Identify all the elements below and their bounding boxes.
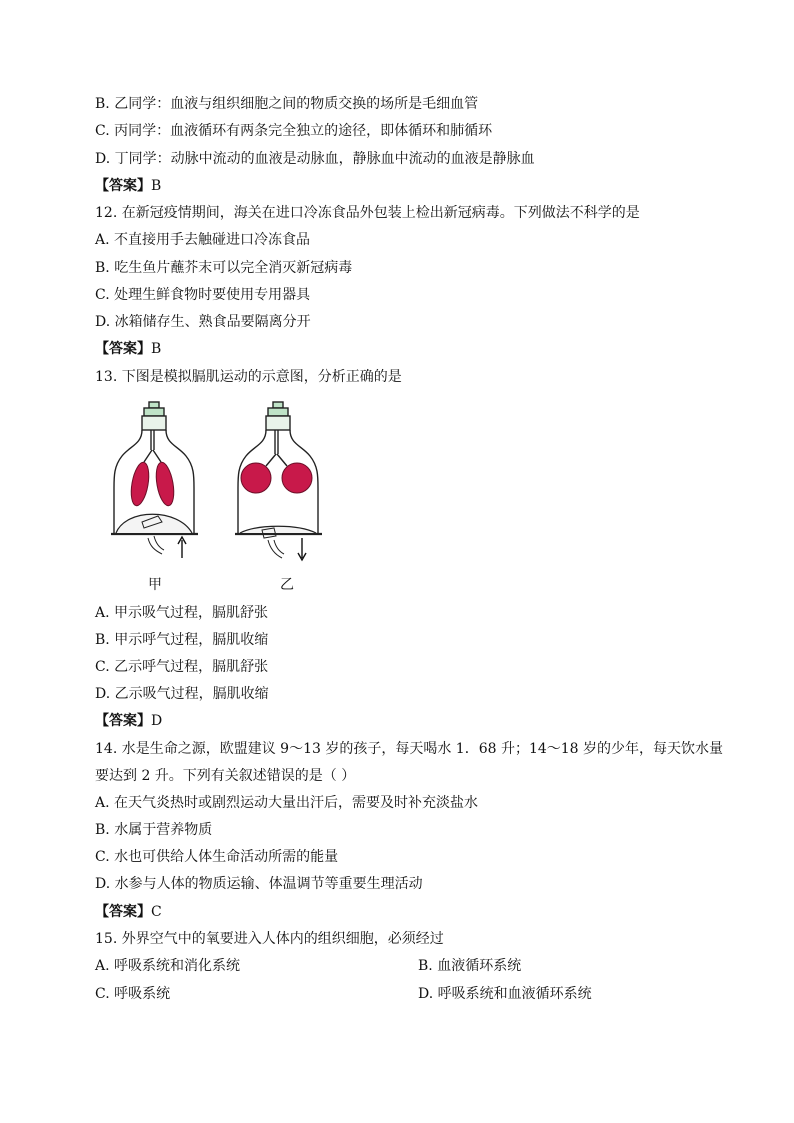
answer-value: B <box>151 341 162 357</box>
q14-option-a: A. 在天气炎热时或剧烈运动大量出汗后，需要及时补充淡盐水 <box>95 795 479 811</box>
diaphragm-model-figure <box>108 398 334 592</box>
answer-tag: 【答案】 <box>95 341 151 357</box>
bronchus-right <box>277 454 287 466</box>
bronchus-left <box>266 454 276 466</box>
q13-stem: 13. 下图是模拟膈肌运动的示意图，分析正确的是 <box>95 369 402 385</box>
q12-option-b: B. 吃生鱼片蘸芥末可以完全消灭新冠病毒 <box>95 260 353 276</box>
q12-option-a: A. 不直接用手去触碰进口冷冻食品 <box>95 232 311 248</box>
answer-value: B <box>151 178 162 194</box>
q15-option-a: A. 呼吸系统和消化系统 <box>95 958 241 974</box>
jar-cap <box>268 408 288 416</box>
answer-tag: 【答案】 <box>95 713 151 729</box>
answer-tag: 【答案】 <box>95 904 151 920</box>
q11-option-d: D. 丁同学：动脉中流动的血液是动脉血，静脉血中流动的血液是静脉血 <box>95 151 535 167</box>
q15-stem: 15. 外界空气中的氧要进入人体内的组织细胞，必须经过 <box>95 931 444 947</box>
q13-option-a: A. 甲示吸气过程，膈肌舒张 <box>95 605 269 621</box>
q12-option-c: C. 处理生鲜食物时要使用专用器具 <box>95 287 311 303</box>
answer-value: C <box>151 904 162 920</box>
q11-answer <box>95 177 161 195</box>
q11-option-c: C. 丙同学：血液循环有两条完全独立的途径，即体循环和肺循环 <box>95 123 493 139</box>
q15-option-c: C. 呼吸系统 <box>95 986 171 1002</box>
jar-cap <box>144 408 164 416</box>
jar-stopper <box>142 416 166 430</box>
q12-option-d: D. 冰箱储存生、熟食品要隔离分开 <box>95 314 311 330</box>
answer-value: D <box>151 713 163 729</box>
q13-option-b: B. 甲示呼气过程，膈肌收缩 <box>95 632 269 648</box>
q13-answer <box>95 712 162 730</box>
answer-tag: 【答案】 <box>95 178 151 194</box>
lung-right-yi <box>282 463 312 493</box>
bronchus-left <box>144 450 152 462</box>
figure-label-jia: 甲 <box>148 577 162 593</box>
q12-answer <box>95 340 161 358</box>
lung-left-yi <box>241 463 271 493</box>
diaphragm-yi <box>240 526 316 533</box>
q14-stem-line1: 14. 水是生命之源，欧盟建议 9～13 岁的孩子，每天喝水 1．68 升；14～18 岁的少年，每天饮水量 <box>95 741 724 757</box>
q11-option-b: B. 乙同学：血液与组织细胞之间的物质交换的场所是毛细血管 <box>95 96 479 112</box>
q14-answer <box>95 903 162 921</box>
q14-option-c: C. 水也可供给人体生命活动所需的能量 <box>95 849 339 865</box>
jar-cap-top <box>149 402 159 408</box>
q14-option-b: B. 水属于营养物质 <box>95 822 213 838</box>
figure-label-yi: 乙 <box>280 577 294 593</box>
q15-option-b: B. 血液循环系统 <box>418 958 522 974</box>
jar-stopper <box>266 416 290 430</box>
lung-left-jia <box>128 461 151 507</box>
q13-option-d: D. 乙示吸气过程，膈肌收缩 <box>95 686 269 702</box>
q14-stem-line2: 要达到 2 升。下列有关叙述错误的是（ ） <box>95 768 356 784</box>
q14-option-d: D. 水参与人体的物质运输、体温调节等重要生理活动 <box>95 876 423 892</box>
q12-stem: 12. 在新冠疫情期间，海关在进口冷冻食品外包装上检出新冠病毒。下列做法不科学的是 <box>95 205 640 221</box>
q15-option-d: D. 呼吸系统和血液循环系统 <box>418 986 592 1002</box>
lung-right-jia <box>153 461 176 507</box>
q13-option-c: C. 乙示呼气过程，膈肌舒张 <box>95 659 269 675</box>
jar-cap-top <box>273 402 283 408</box>
bronchus-right <box>153 450 161 462</box>
